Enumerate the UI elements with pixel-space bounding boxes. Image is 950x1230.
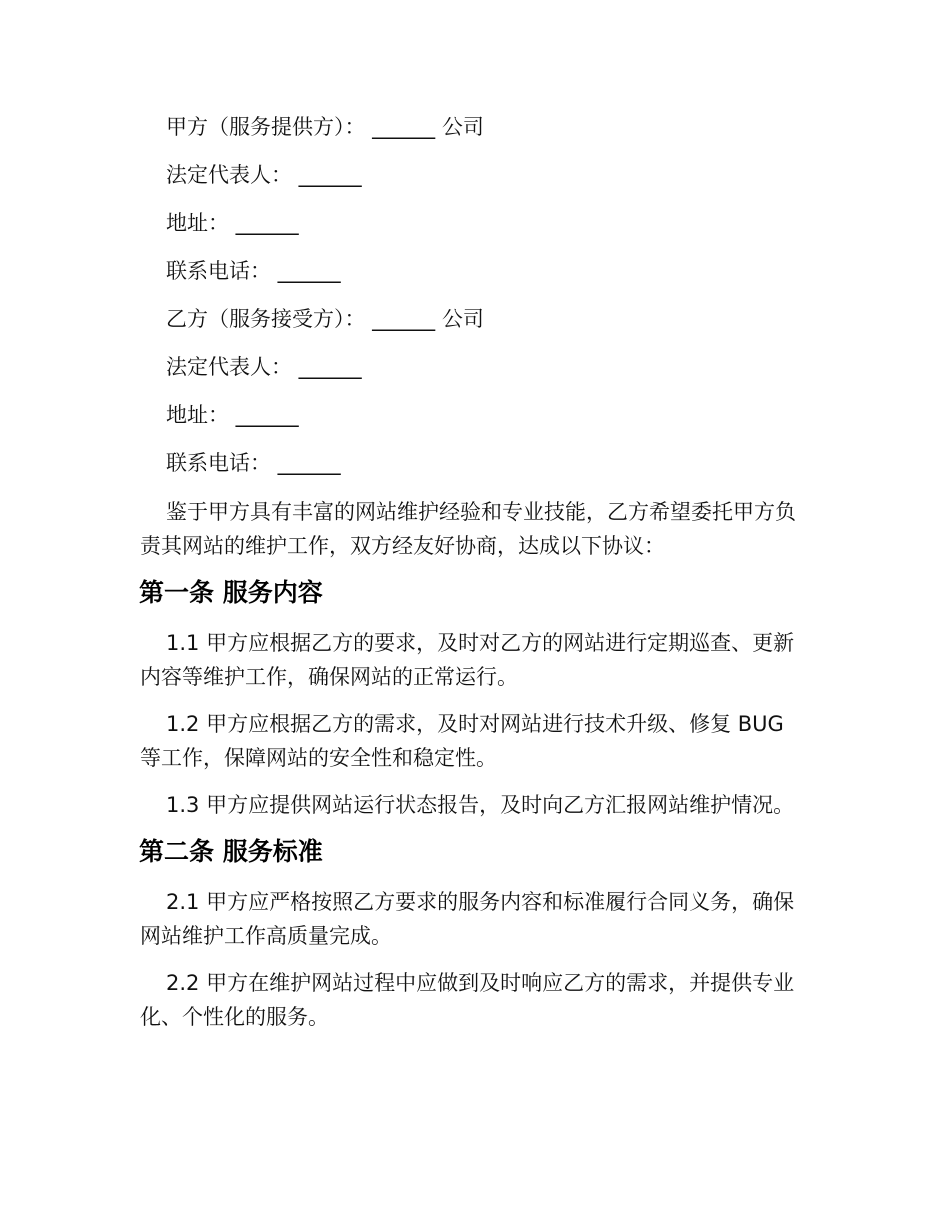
contract-body (140, 111, 800, 1047)
party-b-info (140, 303, 800, 480)
party-b-address: 地址： ______ (166, 403, 299, 427)
party-b-phone: 联系电话： ______ (166, 451, 341, 475)
clause-1-3: 1.3 甲方应提供网站运行状态报告，及时向乙方汇报网站维护情况。 (166, 793, 795, 817)
clause-2-1: 2.1 甲方应严格按照乙方要求的服务内容和标准履行合同义务，确保网站维护工作高质量完成。 (140, 890, 795, 948)
clause-2-2: 2.2 甲方在维护网站过程中应做到及时响应乙方的需求，并提供专业化、个性化的服务。 (140, 971, 795, 1029)
clause-1-1: 1.1 甲方应根据乙方的要求，及时对乙方的网站进行定期巡查、更新内容等维护工作，确保网站的正常运行。 (140, 631, 795, 689)
party-a-address: 地址： ______ (166, 211, 299, 235)
party-b-legal-rep: 法定代表人： ______ (166, 355, 362, 379)
party-b-name-line: 乙方（服务接受方）： ______ 公司 (166, 307, 484, 331)
clause-1-2: 1.2 甲方应根据乙方的需求，及时对网站进行技术升级、修复 BUG 等工作，保障网站的安全性和稳定性。 (140, 712, 784, 770)
section-1-title: 第一条 服务内容 (139, 578, 323, 607)
preamble-paragraph: 鉴于甲方具有丰富的网站维护经验和专业技能，乙方希望委托甲方负责其网站的维护工作，双方经友好协商，达成以下协议： (140, 500, 796, 558)
party-a-legal-rep: 法定代表人： ______ (166, 163, 362, 187)
party-a-name-line: 甲方（服务提供方）： ______ 公司 (166, 115, 484, 139)
party-a-phone: 联系电话： ______ (166, 259, 341, 283)
party-a-info (140, 111, 800, 288)
section-2-title: 第二条 服务标准 (139, 837, 323, 866)
